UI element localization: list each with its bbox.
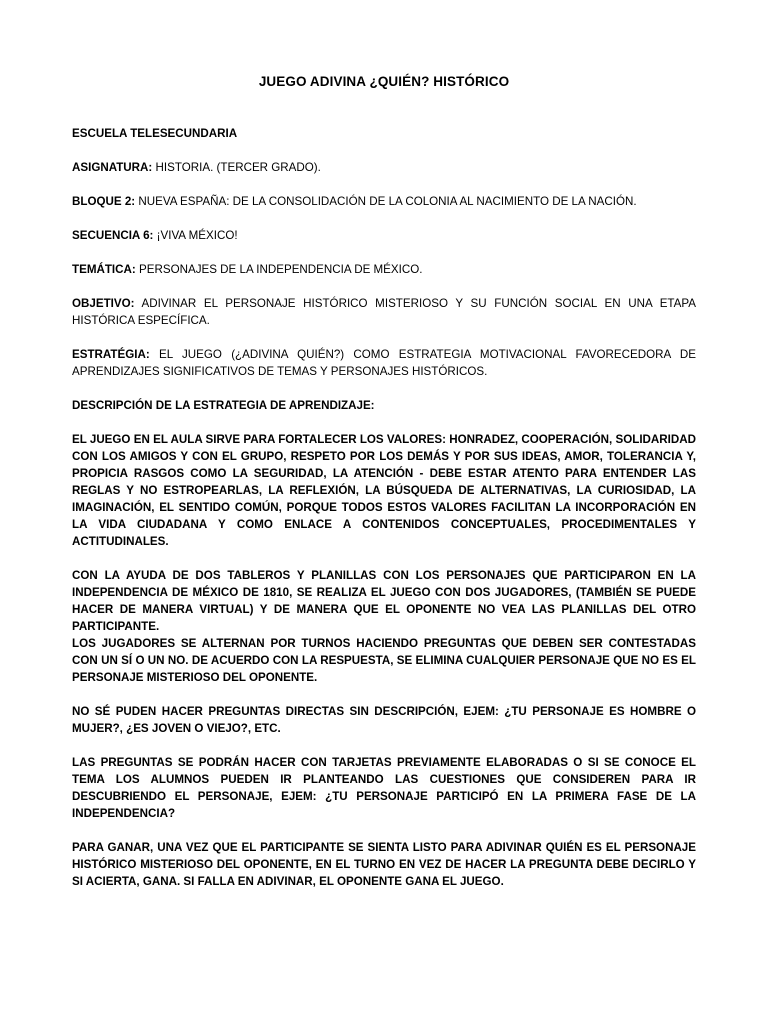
paragraph-winning: PARA GANAR, UNA VEZ QUE EL PARTICIPANTE SE SIENTA LISTO PARA ADIVINAR QUIÉN ES EL PERSONAJE HISTÓRICO MISTERIOSO DEL OPONENTE, EN EL TURNO EN VEZ DE HACER LA PREGUNTA DEBE DECIRLO Y SI ACIERTA, GANA. SI FALLA EN ADIVINAR, EL OPONENTE GANA EL JUEGO. <box>72 841 696 888</box>
strategy-value: EL JUEGO (¿ADIVINA QUIÉN?) COMO ESTRATEGIA MOTIVACIONAL FAVORECEDORA DE APRENDIZAJES SIGNIFICATIVOS DE TEMAS Y PERSONAJES HISTÓRICOS. <box>72 348 696 378</box>
subject-line <box>72 159 696 176</box>
block-label: BLOQUE 2: <box>72 195 136 208</box>
school-line: ESCUELA TELESECUNDARIA <box>72 127 238 140</box>
strategy-label: ESTRATÉGIA: <box>72 348 150 361</box>
document-body <box>72 125 696 890</box>
paragraph-cards: LAS PREGUNTAS SE PODRÁN HACER CON TARJETAS PREVIAMENTE ELABORADAS O SI SE CONOCE EL TEMA LOS ALUMNOS PUEDEN IR PLANTEANDO LAS CUESTIONES QUE CONSIDEREN PARA IR DESCUBRIENDO EL PERSONAJE, EJEM: ¿TU PERSONAJE PARTICIPÓ EN LA PRIMERA FASE DE LA INDEPENDENCIA? <box>72 756 696 820</box>
document-title: JUEGO ADIVINA ¿QUIÉN? HISTÓRICO <box>258 74 510 89</box>
sequence-value: ¡VIVA MÉXICO! <box>156 229 238 242</box>
objective-value: ADIVINAR EL PERSONAJE HISTÓRICO MISTERIOSO Y SU FUNCIÓN SOCIAL EN UNA ETAPA HISTÓRICA ESPECÍFICA. <box>72 297 696 327</box>
sequence-label: SECUENCIA 6: <box>72 229 154 242</box>
sequence-line <box>72 227 696 244</box>
subject-value: HISTORIA. (TERCER GRADO). <box>155 161 321 174</box>
theme-line <box>72 261 696 278</box>
block-line <box>72 193 696 210</box>
strategy-line <box>72 346 696 380</box>
paragraph-direct-questions: NO SÉ PUDEN HACER PREGUNTAS DIRECTAS SIN DESCRIPCIÓN, EJEM: ¿TU PERSONAJE ES HOMBRE O MUJER?, ¿ES JOVEN O VIEJO?, ETC. <box>72 705 696 735</box>
paragraph-boards: CON LA AYUDA DE DOS TABLEROS Y PLANILLAS CON LOS PERSONAJES QUE PARTICIPARON EN LA INDEPENDENCIA DE MÉXICO DE 1810, SE REALIZA EL JUEGO CON DOS JUGADORES, (TAMBIÉN SE PUEDE HACER DE MANERA VIRTUAL) Y DE MANERA QUE EL OPONENTE NO VEA LAS PLANILLAS DEL OTRO PARTICIPANTE. <box>72 569 696 633</box>
theme-label: TEMÁTICA: <box>72 263 136 276</box>
description-heading: DESCRIPCIÓN DE LA ESTRATEGIA DE APRENDIZAJE: <box>72 399 375 412</box>
paragraph-values: EL JUEGO EN EL AULA SIRVE PARA FORTALECER LOS VALORES: HONRADEZ, COOPERACIÓN, SOLIDARIDAD CON LOS AMIGOS Y CON EL GRUPO, RESPETO POR LOS DEMÁS Y POR SUS IDEAS, AMOR, TOLERANCIA Y, PROPICIA RASGOS COMO LA SEGURIDAD, LA ATENCIÓN - DEBE ESTAR ATENTO PARA ENTENDER LAS REGLAS Y NO ESTROPEARLAS, LA REFLEXIÓN, LA BÚSQUEDA DE ALTERNATIVAS, LA CURIOSIDAD, LA IMAGINACIÓN, EL SENTIDO COMÚN, PORQUE TODOS ESTOS VALORES FACILITAN LA INCORPORACIÓN EN LA VIDA CIUDADANA Y COMO ENLACE A CONTENIDOS CONCEPTUALES, PROCEDIMENTALES Y ACTITUDINALES. <box>72 433 696 548</box>
objective-line <box>72 295 696 329</box>
subject-label: ASIGNATURA: <box>72 161 153 174</box>
objective-label: OBJETIVO: <box>72 297 135 310</box>
theme-value: PERSONAJES DE LA INDEPENDENCIA DE MÉXICO. <box>139 263 423 276</box>
block-value: NUEVA ESPAÑA: DE LA CONSOLIDACIÓN DE LA COLONIA AL NACIMIENTO DE LA NACIÓN. <box>138 195 637 208</box>
paragraph-turns: LOS JUGADORES SE ALTERNAN POR TURNOS HACIENDO PREGUNTAS QUE DEBEN SER CONTESTADAS CON UN SÍ O UN NO. DE ACUERDO CON LA RESPUESTA, SE ELIMINA CUALQUIER PERSONAJE QUE NO ES EL PERSONAJE MISTERIOSO DEL OPONENTE. <box>72 637 696 684</box>
